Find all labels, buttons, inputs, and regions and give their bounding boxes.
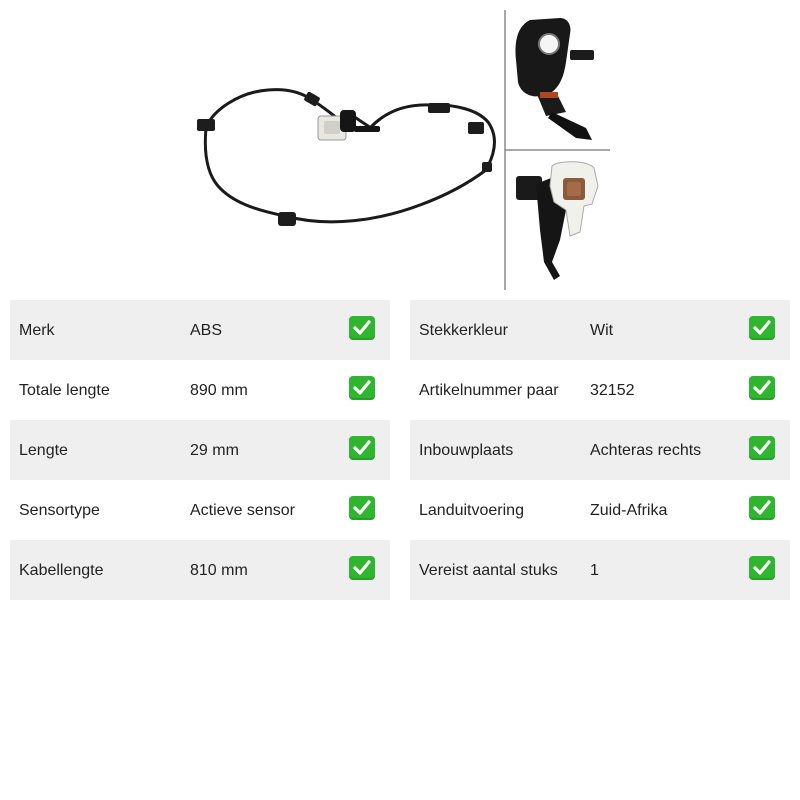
spec-value: 32152	[590, 382, 635, 399]
spec-value: Achteras rechts	[590, 442, 702, 459]
check-mark-icon	[349, 436, 375, 460]
spec-row	[410, 360, 790, 420]
check-mark-icon	[349, 316, 375, 340]
spec-row	[10, 480, 390, 540]
spec-label: Sensortype	[19, 502, 100, 519]
connector-detail	[516, 162, 598, 280]
spec-label: Artikelnummer paar	[419, 382, 559, 399]
spec-label: Stekkerkleur	[419, 322, 508, 339]
spec-row	[10, 300, 390, 360]
spec-row	[410, 300, 790, 360]
check-mark-icon	[349, 496, 375, 520]
spec-label: Vereist aantal stuks	[419, 562, 558, 579]
spec-value: 29 mm	[190, 442, 239, 459]
check-mark-icon	[749, 436, 775, 460]
spec-label: Totale lengte	[19, 382, 110, 399]
check-mark-icon	[749, 556, 775, 580]
spec-value: Zuid-Afrika	[590, 502, 668, 519]
spec-value: ABS	[190, 322, 223, 339]
spec-row	[410, 540, 790, 600]
specs-table-right	[410, 300, 790, 600]
product-image-area	[0, 0, 800, 295]
spec-row	[10, 420, 390, 480]
spec-value: Actieve sensor	[190, 502, 295, 519]
spec-row	[10, 540, 390, 600]
sensor-head-detail	[516, 18, 594, 140]
spec-label: Merk	[19, 322, 55, 339]
spec-value: Wit	[590, 322, 614, 339]
spec-value: 890 mm	[190, 382, 248, 399]
spec-label: Landuitvoering	[419, 502, 524, 519]
check-mark-icon	[749, 496, 775, 520]
spec-value: 1	[590, 562, 599, 579]
check-mark-icon	[749, 376, 775, 400]
abs-sensor-product-photo	[0, 0, 800, 295]
spec-row	[410, 420, 790, 480]
spec-label: Kabellengte	[19, 562, 104, 579]
spec-row	[10, 360, 390, 420]
spec-value: 810 mm	[190, 562, 248, 579]
spec-label: Lengte	[19, 442, 68, 459]
spec-label: Inbouwplaats	[419, 442, 514, 459]
check-mark-icon	[349, 556, 375, 580]
sensor-cable-image	[205, 90, 494, 222]
spec-row	[410, 480, 790, 540]
specs-table-left	[10, 300, 390, 600]
check-mark-icon	[349, 376, 375, 400]
check-mark-icon	[749, 316, 775, 340]
